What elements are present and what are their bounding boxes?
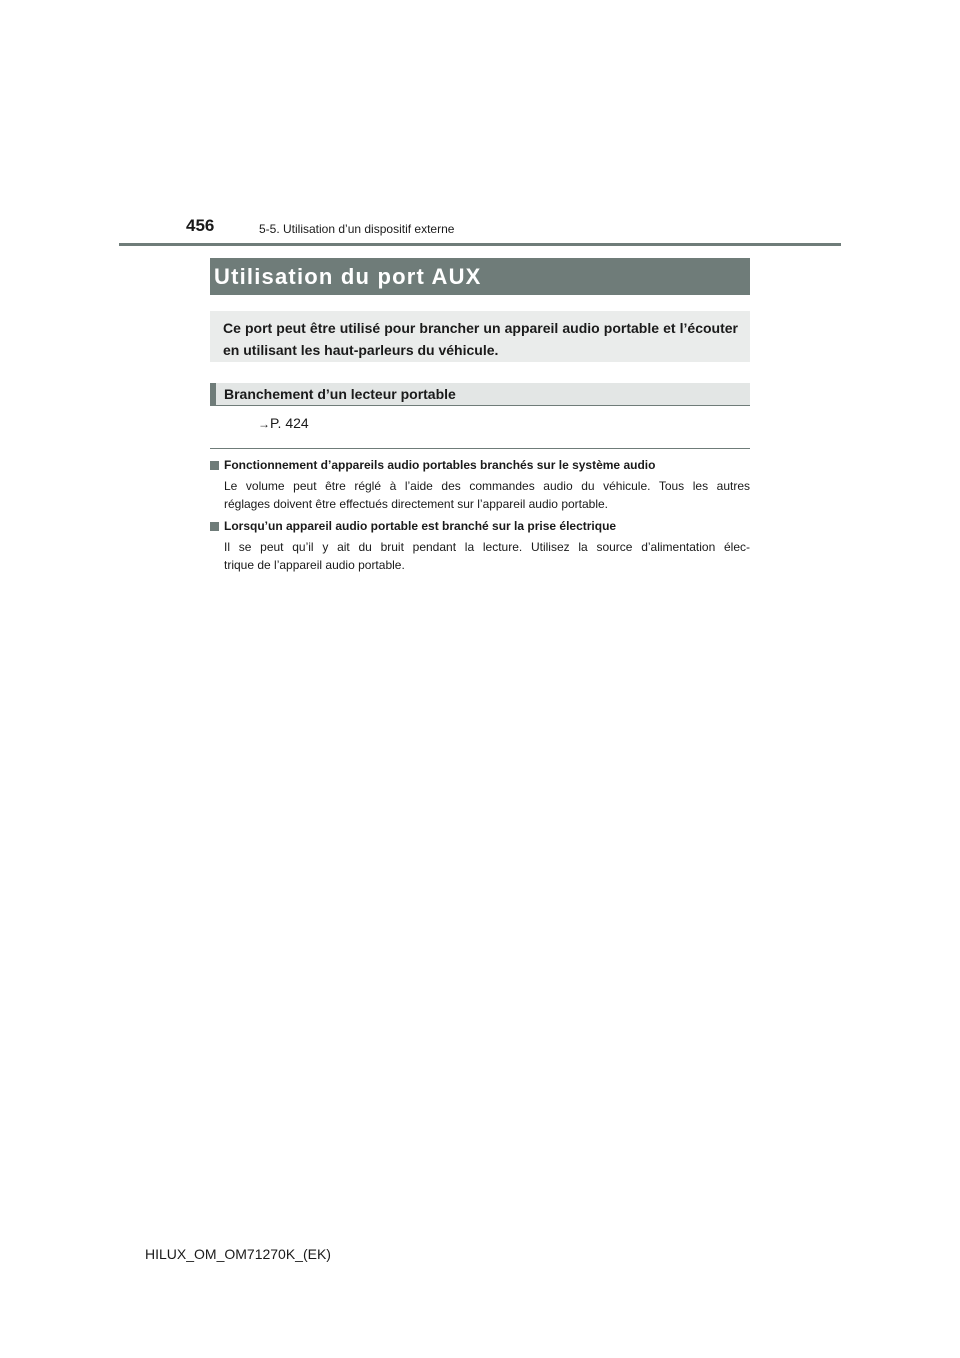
subsection-rule [210, 405, 750, 406]
note-body-line: trique de l’appareil audio portable. [224, 558, 405, 572]
header-rule [119, 243, 841, 246]
notes-divider [210, 448, 750, 449]
subsection-heading-text: Branchement d’un lecteur portable [224, 386, 456, 402]
note-body [224, 538, 750, 574]
note-heading-text: Lorsqu’un appareil audio portable est branché sur la prise électrique [224, 519, 617, 533]
page-title: Utilisation du port AUX [214, 264, 482, 289]
page-number: 456 [186, 216, 215, 235]
note-body-line: Il se peut qu’il y ait du bruit pendant la lecture. Utilisez la source d’alimentation élec- [224, 540, 750, 554]
intro-text: Ce port peut être utilisé pour brancher un appareil audio portable et l’écouter en utilisant les haut-parleurs du véhicule. [223, 320, 738, 358]
document-code-footer: HILUX_OM_OM71270K_(EK) [145, 1246, 331, 1262]
page-title-bar [210, 258, 750, 295]
square-bullet-icon [210, 522, 219, 531]
note-heading [210, 518, 750, 534]
note-item [210, 518, 750, 574]
note-body [224, 477, 750, 513]
note-body-line: Le volume peut être réglé à l’aide des commandes audio du véhicule. Tous les autres [224, 479, 750, 493]
subsection-heading [210, 383, 750, 405]
note-body-line: réglages doivent être effectués directement sur l’appareil audio portable. [224, 497, 609, 511]
section-breadcrumb: 5-5. Utilisation d’un dispositif externe [259, 222, 455, 236]
note-heading [210, 457, 750, 473]
intro-box [210, 311, 750, 362]
square-bullet-icon [210, 461, 219, 470]
right-arrow-icon: → [258, 417, 270, 431]
note-heading-text: Fonctionnement d’appareils audio portables branchés sur le système audio [224, 458, 656, 472]
page-reference-text: P. 424 [270, 415, 309, 431]
note-item [210, 457, 750, 513]
page-reference[interactable] [258, 415, 309, 431]
